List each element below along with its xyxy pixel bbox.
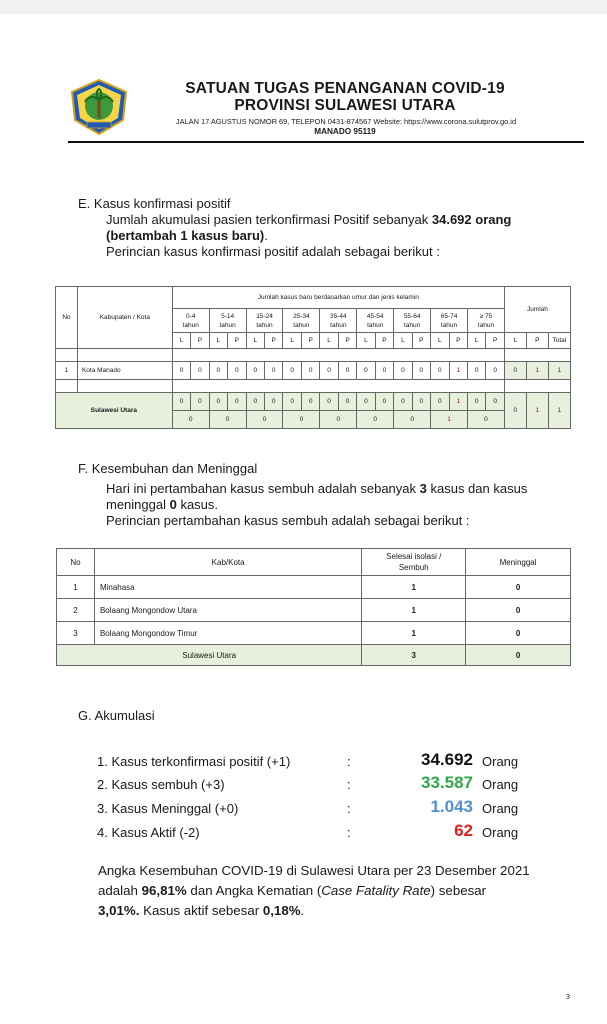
table-header-row: [57, 549, 571, 576]
accumulation-value: 33.587: [421, 773, 473, 792]
section-e-increase: (bertambah 1 kasus baru): [106, 228, 265, 243]
summary-text-a: adalah: [98, 883, 142, 898]
age-group-header: [172, 309, 209, 333]
age-group-header: [394, 309, 431, 333]
age-range-label: 0-4: [185, 312, 196, 320]
summary-text-end: .: [300, 903, 305, 918]
sex-l-header: L: [357, 333, 375, 349]
cell-value: 1: [449, 362, 467, 380]
accumulation-value: 1.043: [430, 797, 473, 816]
header-divider: [68, 141, 584, 143]
page-number: 3: [566, 994, 570, 1001]
footer-subtotal: 0: [209, 411, 246, 429]
recovery-rate: 96,81%: [141, 883, 187, 898]
footer-jumlah: 1: [526, 393, 548, 429]
footer-value: 0: [265, 393, 283, 411]
fatality-rate: 3,01%.: [98, 903, 140, 918]
age-group-header: [467, 309, 504, 333]
spacer-row: [56, 349, 571, 362]
row-kabkota: Minahasa: [94, 576, 361, 599]
accumulation-value: 62: [454, 821, 473, 840]
accumulation-label: 3. Kasus Meninggal (+0): [97, 801, 239, 816]
footer-value: 0: [357, 393, 375, 411]
col-sembuh: [362, 549, 466, 576]
accumulation-unit: Orang: [482, 801, 519, 816]
age-group-header: [209, 309, 246, 333]
table-footer-row: [57, 645, 571, 666]
sex-p-header: P: [375, 333, 393, 349]
row-meninggal: 0: [466, 622, 571, 645]
col-sembuh-line2: Sembuh: [398, 563, 429, 572]
footer-value: 0: [412, 393, 430, 411]
accumulation-item: [97, 750, 527, 772]
section-f-detail: Perincian pertambahan kasus sembuh adalah sebagai berikut :: [106, 513, 470, 528]
cell-jumlah: 0: [504, 362, 526, 380]
age-group-header: [283, 309, 320, 333]
section-f-text2: kasus dan kasus: [426, 481, 528, 496]
col-jumlah: Jumlah: [504, 287, 570, 333]
table-row: [56, 362, 571, 380]
table-row: [57, 622, 571, 645]
cell-value: 0: [246, 362, 264, 380]
section-f-text: Hari ini pertambahan kasus sembuh adalah sebanyak: [106, 481, 420, 496]
footer-subtotal: 0: [357, 411, 394, 429]
section-f-death-count: 0: [169, 497, 177, 512]
age-unit-label: tahun: [440, 321, 458, 329]
age-range-label: 15-24: [256, 312, 273, 320]
row-sembuh: 1: [362, 599, 466, 622]
cell-value: 0: [265, 362, 283, 380]
section-f-title: F. Kesembuhan dan Meninggal: [78, 461, 258, 476]
age-group-header: [320, 309, 357, 333]
summary-text-c: dan Angka Kematian (: [186, 883, 322, 898]
footer-value: 0: [338, 393, 356, 411]
top-bar: [0, 0, 607, 14]
cell-jumlah: 1: [526, 362, 548, 380]
cell-value: 0: [209, 362, 227, 380]
age-unit-label: tahun: [367, 321, 384, 329]
jumlah-total-header: Total: [548, 333, 570, 349]
cell-value: 0: [191, 362, 209, 380]
table-row: [57, 576, 571, 599]
row-kabkota: Bolaang Mongondow Utara: [94, 599, 361, 622]
row-meninggal: 0: [466, 576, 571, 599]
header-city: MANADO 95119: [314, 127, 376, 136]
confirmed-cases-table: [55, 286, 571, 429]
sex-l-header: L: [209, 333, 227, 349]
cell-value: 0: [486, 362, 504, 380]
footer-value: 0: [172, 393, 190, 411]
spacer-row: [56, 380, 571, 393]
age-range-label: 5-14: [221, 312, 235, 320]
header-title-line1: SATUAN TUGAS PENANGANAN COVID-19: [185, 80, 505, 97]
col-kabupaten: Kabupaten / Kota: [77, 287, 172, 349]
section-e-title: E. Kasus konfirmasi positif: [78, 196, 231, 211]
footer-value: 0: [228, 393, 246, 411]
province-emblem-logo: [68, 78, 130, 136]
col-kabkota: Kab/Kota: [94, 549, 361, 576]
age-range-label: 35-44: [330, 312, 347, 320]
age-unit-label: tahun: [182, 321, 199, 329]
accumulation-unit: Orang: [482, 777, 519, 792]
cell-value: 0: [283, 362, 301, 380]
age-group-header: [246, 309, 283, 333]
cell-value: 0: [431, 362, 449, 380]
sex-l-header: L: [467, 333, 485, 349]
row-sembuh: 1: [362, 576, 466, 599]
sex-p-header: P: [228, 333, 246, 349]
age-range-label: ≥ 75: [479, 312, 493, 320]
section-f-text4: kasus.: [176, 497, 219, 512]
footer-label: Sulawesi Utara: [57, 645, 362, 666]
active-rate: 0,18%: [262, 903, 301, 918]
summary-text-e: ) sebesar: [430, 883, 487, 898]
age-range-label: 25-34: [293, 312, 310, 320]
section-g-title: G. Akumulasi: [78, 708, 155, 723]
footer-subtotal: 0: [394, 411, 431, 429]
footer-subtotal: 0: [320, 411, 357, 429]
sex-p-header: P: [412, 333, 430, 349]
col-group-header: Jumlah kasus baru berdasarkan umur dan jenis kelamin: [172, 287, 504, 309]
sex-l-header: L: [246, 333, 264, 349]
accumulation-unit: Orang: [482, 754, 519, 769]
sex-p-header: P: [265, 333, 283, 349]
footer-value: 0: [486, 393, 504, 411]
footer-value: 0: [431, 393, 449, 411]
footer-jumlah: 1: [548, 393, 570, 429]
footer-jumlah: 0: [504, 393, 526, 429]
age-group-header: [431, 309, 468, 333]
row-kabupaten: Kota Manado: [77, 362, 172, 380]
row-no: 2: [57, 599, 95, 622]
jumlah-p-header: P: [526, 333, 548, 349]
accumulation-label: 1. Kasus terkonfirmasi positif (+1): [97, 754, 291, 769]
col-no: No: [56, 287, 78, 349]
row-no: 1: [56, 362, 78, 380]
cell-value: 0: [301, 362, 319, 380]
accumulation-colon: :: [347, 777, 351, 792]
sex-l-header: L: [172, 333, 190, 349]
footer-value: 0: [283, 393, 301, 411]
table-row: [57, 599, 571, 622]
footer-value: 0: [191, 393, 209, 411]
section-e-paragraph: [106, 212, 586, 260]
section-e-detail: Perincian kasus konfirmasi positif adalah sebagai berikut :: [106, 244, 440, 259]
age-unit-label: tahun: [403, 321, 421, 329]
col-meninggal: Meninggal: [466, 549, 571, 576]
accumulation-colon: :: [347, 825, 351, 840]
footer-value: 0: [375, 393, 393, 411]
cell-value: 0: [338, 362, 356, 380]
footer-value: 0: [320, 393, 338, 411]
sex-l-header: L: [431, 333, 449, 349]
footer-subtotal: 1: [431, 411, 468, 429]
cell-value: 0: [375, 362, 393, 380]
accumulation-label: 2. Kasus sembuh (+3): [97, 777, 225, 792]
footer-value: 0: [246, 393, 264, 411]
col-sembuh-line1: Selesai isolasi /: [386, 552, 442, 561]
section-f-paragraph: [106, 481, 586, 529]
row-kabkota: Bolaang Mongondow Timur: [94, 622, 361, 645]
footer-meninggal: 0: [466, 645, 571, 666]
cell-value: 0: [412, 362, 430, 380]
section-e-punct: .: [264, 228, 268, 243]
footer-value: 0: [467, 393, 485, 411]
age-range-label: 45-54: [366, 312, 384, 320]
age-unit-label: tahun: [330, 321, 347, 329]
sex-p-header: P: [338, 333, 356, 349]
table-header-row: [56, 287, 571, 309]
row-meninggal: 0: [466, 599, 571, 622]
cell-jumlah: 1: [548, 362, 570, 380]
sex-p-header: P: [191, 333, 209, 349]
row-sembuh: 1: [362, 622, 466, 645]
footer-value: 0: [209, 393, 227, 411]
header-address: JALAN 17 AGUSTUS NOMOR 69, TELEPON 0431-874567 Website: https://www.corona.sulutprov.go.id: [175, 117, 517, 126]
accumulation-colon: :: [347, 754, 351, 769]
age-range-label: 65-74: [440, 312, 458, 320]
cell-value: 0: [172, 362, 190, 380]
cell-value: 0: [357, 362, 375, 380]
accumulation-item: [97, 821, 527, 843]
age-unit-label: tahun: [256, 321, 273, 329]
section-e-total: 34.692 orang: [431, 212, 512, 227]
jumlah-l-header: L: [504, 333, 526, 349]
recovery-table: [56, 548, 571, 666]
sex-l-header: L: [283, 333, 301, 349]
age-group-header: [357, 309, 394, 333]
table-footer-row: [56, 393, 571, 411]
footer-value: 1: [449, 393, 467, 411]
footer-label: Sulawesi Utara: [56, 393, 173, 429]
section-f-recovered-count: 3: [419, 481, 427, 496]
section-g-summary: [98, 861, 578, 921]
cell-value: 0: [320, 362, 338, 380]
sex-p-header: P: [301, 333, 319, 349]
footer-value: 0: [394, 393, 412, 411]
accumulation-unit: Orang: [482, 825, 519, 840]
accumulation-colon: :: [347, 801, 351, 816]
accumulation-item: [97, 797, 527, 819]
sex-p-header: P: [486, 333, 504, 349]
age-unit-label: tahun: [293, 321, 310, 329]
footer-subtotal: 0: [172, 411, 209, 429]
section-e-text: Jumlah akumulasi pasien terkonfirmasi Positif sebanyak: [106, 212, 432, 227]
summary-text-f: Kasus aktif sebesar: [139, 903, 263, 918]
age-range-label: 55-64: [403, 312, 421, 320]
cell-value: 0: [394, 362, 412, 380]
accumulation-value: 34.692: [421, 750, 473, 769]
age-unit-label: tahun: [477, 321, 495, 329]
sex-p-header: P: [449, 333, 467, 349]
row-no: 1: [57, 576, 95, 599]
sex-l-header: L: [320, 333, 338, 349]
row-no: 3: [57, 622, 95, 645]
accumulation-label: 4. Kasus Aktif (-2): [97, 825, 200, 840]
summary-text-cfr: Case Fatality Rate: [321, 883, 431, 898]
section-f-text3: meninggal: [106, 497, 170, 512]
footer-value: 0: [301, 393, 319, 411]
footer-subtotal: 0: [467, 411, 504, 429]
cell-value: 0: [467, 362, 485, 380]
header-title-line2: PROVINSI SULAWESI UTARA: [234, 97, 456, 114]
footer-sembuh: 3: [362, 645, 466, 666]
summary-line1: Angka Kesembuhan COVID-19 di Sulawesi Utara per 23 Desember 2021: [98, 863, 530, 878]
sex-l-header: L: [394, 333, 412, 349]
footer-subtotal: 0: [283, 411, 320, 429]
cell-value: 0: [228, 362, 246, 380]
footer-subtotal: 0: [246, 411, 283, 429]
col-no: No: [57, 549, 95, 576]
accumulation-item: [97, 773, 527, 795]
age-unit-label: tahun: [219, 321, 236, 329]
